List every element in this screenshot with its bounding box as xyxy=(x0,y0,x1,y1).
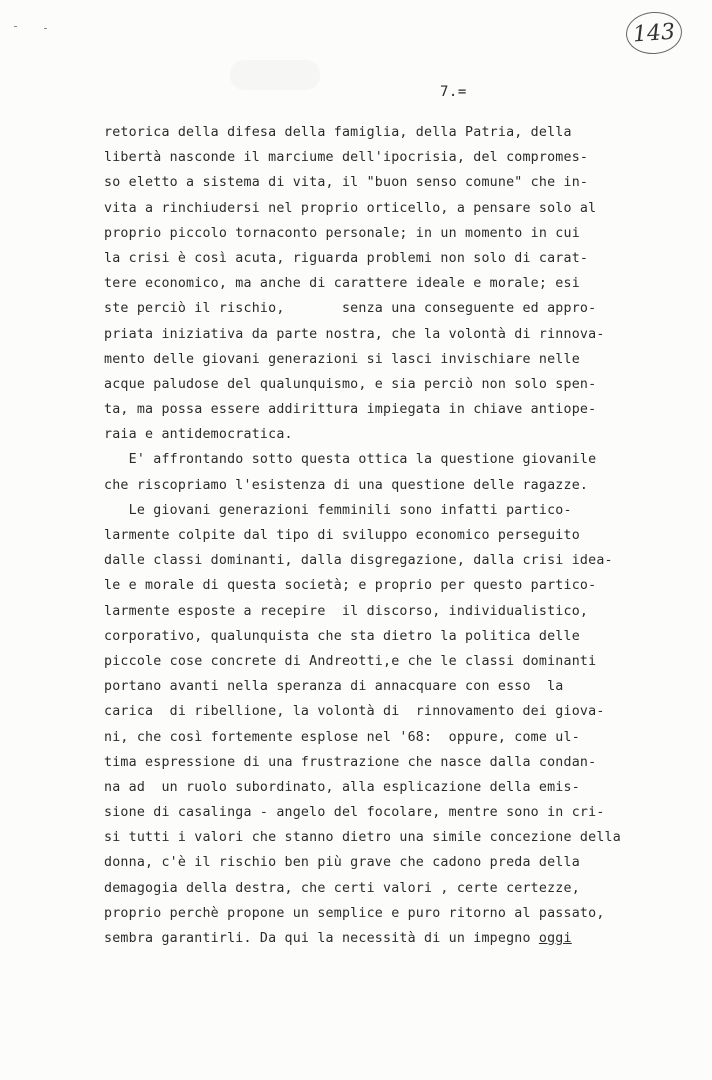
text-line: larmente colpite dal tipo di sviluppo economico perseguito xyxy=(104,528,580,543)
text-line: vita a rinchiudersi nel proprio orticello, a pensare solo al xyxy=(104,200,597,216)
scan-speck xyxy=(44,28,47,29)
text-line: donna, c'è il rischio ben più grave che cadono preda della xyxy=(104,855,580,871)
text-line: ta, ma possa essere addirittura impiegata in chiave antiope- xyxy=(104,402,597,418)
body-text xyxy=(104,120,664,951)
text-line: la crisi è così acuta, riguarda problemi non solo di carat- xyxy=(104,250,589,266)
text-line: mento delle giovani generazioni si lasci invischiare nelle xyxy=(104,351,580,367)
text-line: sione di casalinga - angelo del focolare, mentre sono in cri- xyxy=(104,805,605,821)
text-line: tima espressione di una frustrazione che nasce dalla condan- xyxy=(104,754,597,770)
text-line: ni, che così fortemente esplose nel '68: oppure, come ul- xyxy=(104,729,580,745)
text-line: che riscopriamo l'esistenza di una questione delle ragazze. xyxy=(104,477,589,493)
text-line: retorica della difesa della famiglia, della Patria, della xyxy=(104,125,572,140)
text-line: carica di ribellione, la volontà di rinnovamento dei giova- xyxy=(104,704,605,720)
underlined-word: oggi xyxy=(538,931,572,946)
archive-page-stamp xyxy=(625,10,684,56)
text-line: portano avanti nella speranza di annacquare con esso la xyxy=(104,679,564,695)
text-line: na ad un ruolo subordinato, alla esplicazione della emis- xyxy=(104,779,580,795)
scan-speck xyxy=(14,26,17,27)
text-line-last-body: sembra garantirli. Da qui la necessità di un impegno xyxy=(104,931,539,946)
text-line: si tutti i valori che stanno dietro una simile concezione della xyxy=(104,830,621,846)
text-line: raia e antidemocratica. xyxy=(104,427,293,443)
text-line-last xyxy=(104,926,664,951)
archive-stamp-number: 143 xyxy=(632,19,676,47)
text-line: ste perciò il rischio, senza una conseguente ed appro- xyxy=(104,301,597,317)
text-line: Le giovani generazioni femminili sono infatti partico- xyxy=(104,502,572,518)
text-line: priata iniziativa da parte nostra, che la volontà di rinnova- xyxy=(104,326,605,342)
text-line: proprio perchè propone un semplice e puro ritorno al passato, xyxy=(104,905,605,921)
text-line: corporativo, qualunquista che sta dietro la politica delle xyxy=(104,628,580,644)
text-line: demagogia della destra, che certi valori , certe certezze, xyxy=(104,880,580,896)
text-line: acque paludose del qualunquismo, e sia perciò non solo spen- xyxy=(104,376,597,392)
page-number: 7.= xyxy=(440,84,467,100)
text-line: larmente esposte a recepire il discorso, individualistico, xyxy=(104,603,589,619)
text-line: tere economico, ma anche di carattere ideale e morale; esi xyxy=(104,276,580,292)
text-line: dalle classi dominanti, dalla disgregazione, dalla crisi idea- xyxy=(104,553,613,569)
text-line: libertà nasconde il marciume dell'ipocrisia, del compromes- xyxy=(104,150,589,166)
bleed-through-mark xyxy=(230,60,320,90)
text-line: proprio piccolo tornaconto personale; in un momento in cui xyxy=(104,225,580,241)
text-line: piccole cose concrete di Andreotti,e che le classi dominanti xyxy=(104,653,597,669)
text-line: le e morale di questa società; e proprio per questo partico- xyxy=(104,578,597,594)
text-line: so eletto a sistema di vita, il "buon senso comune" che in- xyxy=(104,175,589,191)
text-line: E' affrontando sotto questa ottica la questione giovanile xyxy=(104,452,597,468)
